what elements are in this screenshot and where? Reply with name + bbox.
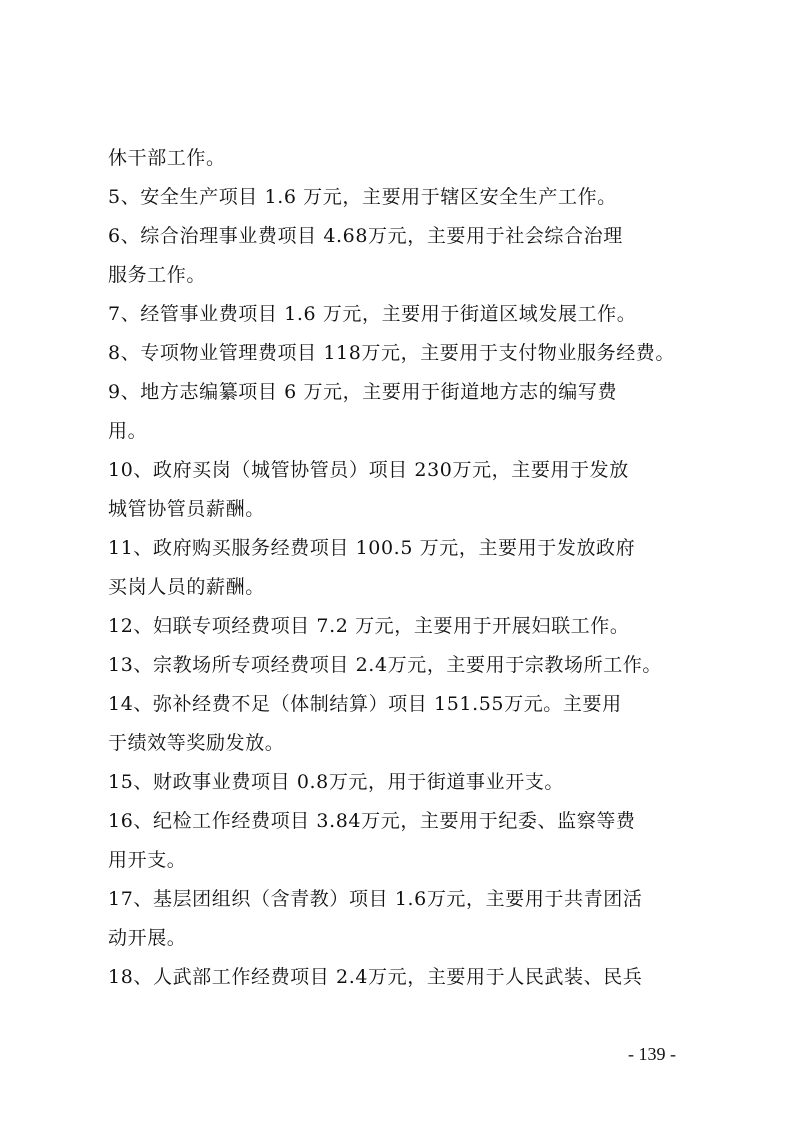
text-line: 15、财政事业费项目 0.8万元，用于街道事业开支。 bbox=[108, 771, 565, 793]
text-line: 动开展。 bbox=[108, 927, 187, 949]
text-line: 17、基层团组织（含青教）项目 1.6万元，主要用于共青团活 bbox=[108, 888, 643, 910]
text-line: 16、纪检工作经费项目 3.84万元，主要用于纪委、监察等费 bbox=[108, 810, 636, 832]
text-line: 于绩效等奖励发放。 bbox=[108, 732, 285, 754]
text-line: 买岗人员的薪酬。 bbox=[108, 576, 265, 598]
text-line: 用。 bbox=[108, 420, 148, 442]
text-line: 10、政府买岗（城管协管员）项目 230万元，主要用于发放 bbox=[108, 459, 629, 481]
text-line: 休干部工作。 bbox=[108, 147, 226, 169]
text-line: 14、弥补经费不足（体制结算）项目 151.55万元。主要用 bbox=[108, 693, 622, 715]
text-line: 9、地方志编纂项目 6 万元，主要用于街道地方志的编写费 bbox=[108, 381, 618, 403]
text-line: 7、经管事业费项目 1.6 万元，主要用于街道区域发展工作。 bbox=[108, 303, 637, 325]
text-line: 6、综合治理事业费项目 4.68万元，主要用于社会综合治理 bbox=[108, 225, 623, 247]
text-line: 5、安全生产项目 1.6 万元，主要用于辖区安全生产工作。 bbox=[108, 186, 617, 208]
page-number: - 139 - bbox=[628, 1044, 676, 1064]
text-line: 城管协管员薪酬。 bbox=[108, 498, 265, 520]
text-line: 8、专项物业管理费项目 118万元，主要用于支付物业服务经费。 bbox=[108, 342, 675, 364]
text-line: 18、人武部工作经费项目 2.4万元，主要用于人民武装、民兵 bbox=[108, 966, 643, 988]
text-line: 用开支。 bbox=[108, 849, 187, 871]
text-line: 服务工作。 bbox=[108, 264, 207, 286]
text-line: 13、宗教场所专项经费项目 2.4万元，主要用于宗教场所工作。 bbox=[108, 654, 663, 676]
text-line: 12、妇联专项经费项目 7.2 万元，主要用于开展妇联工作。 bbox=[108, 615, 630, 637]
text-line: 11、政府购买服务经费项目 100.5 万元，主要用于发放政府 bbox=[108, 537, 636, 559]
